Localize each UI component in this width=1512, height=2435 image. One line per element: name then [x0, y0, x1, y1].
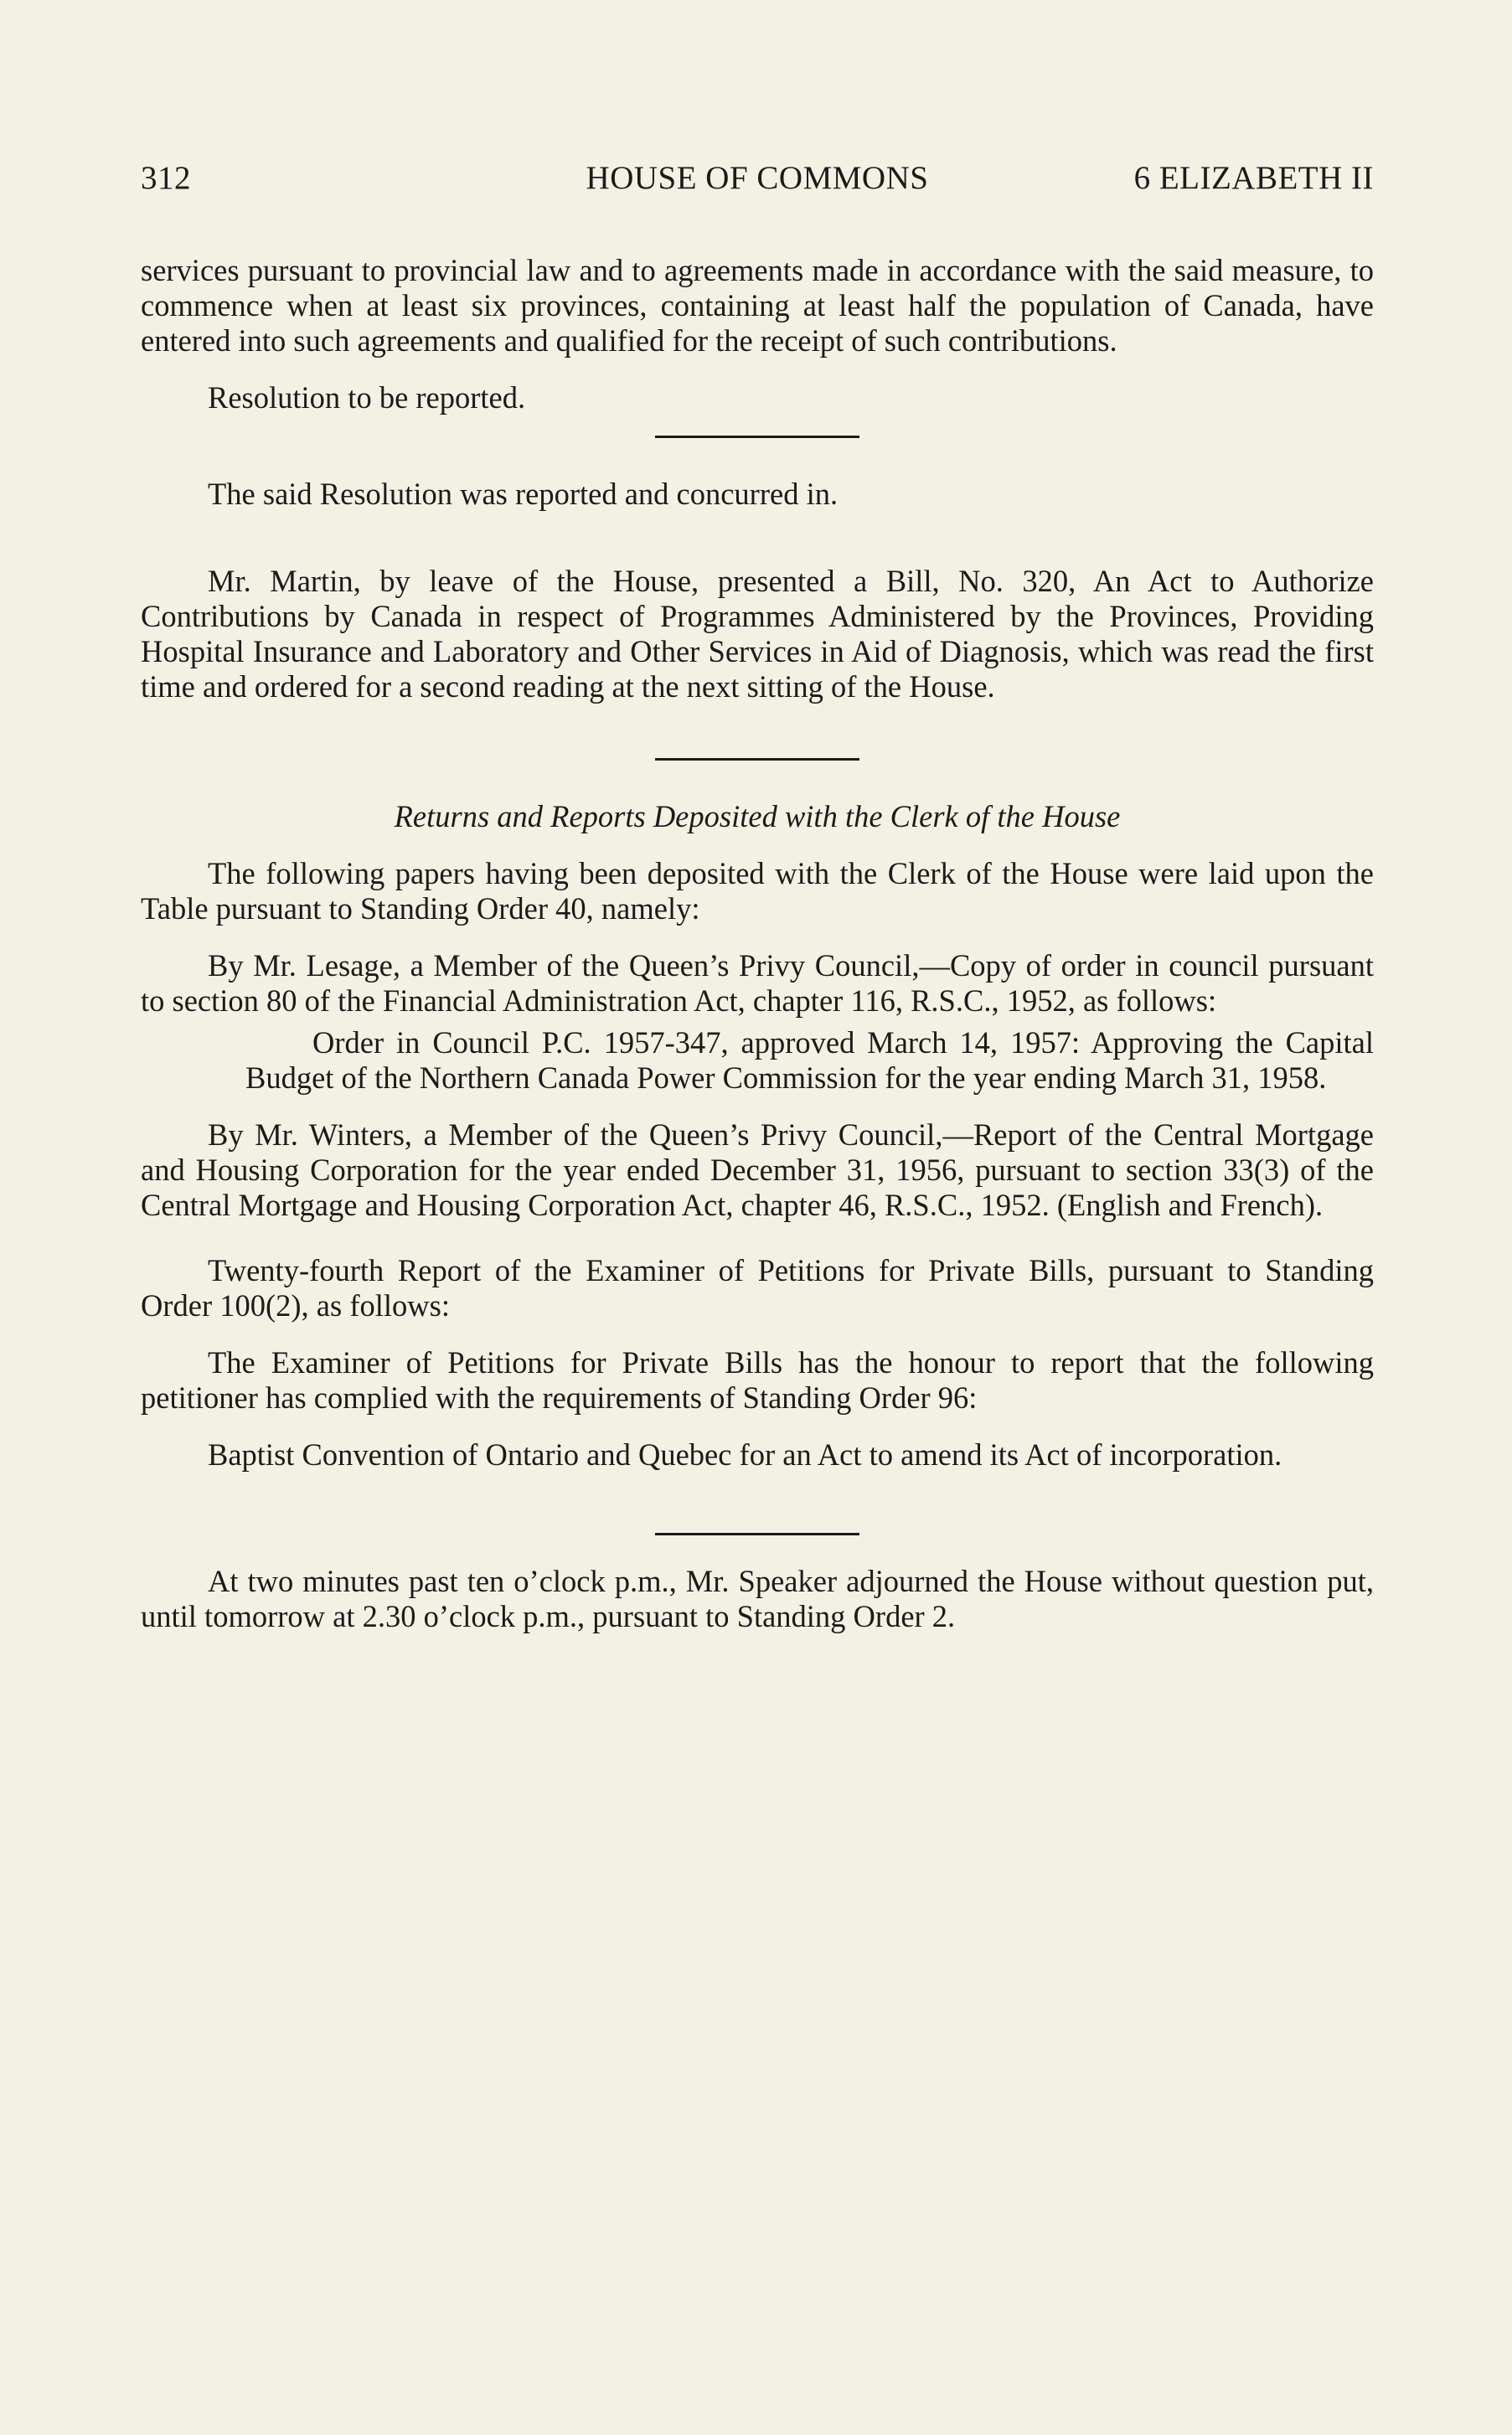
running-header — [141, 159, 1374, 206]
paragraph-papers-deposited: The following papers having been deposited with the Clerk of the House were laid upon the Table pursuant to Standing Order 40, namely: — [141, 856, 1374, 926]
paragraph-bill-presented: Mr. Martin, by leave of the House, presented a Bill, No. 320, An Act to Authorize Contributions by Canada in respect of Programmes Administered by the Provinces, Providing Hospital Insurance and Laboratory and Other Services in Aid of Diagnosis, which was read the first time and ordered for a second reading at the next sitting of the House. — [141, 564, 1374, 704]
document-body — [141, 253, 1374, 1634]
paragraph-continuation: services pursuant to provincial law and to agreements made in accordance with the said measure, to commence when at least six provinces, containing at least half the population of Canada, have entered into such agreements and qualified for the receipt of such contributions. — [141, 253, 1374, 358]
paragraph-baptist-convention: Baptist Convention of Ontario and Quebec for an Act to amend its Act of incorporation. — [208, 1437, 1282, 1472]
paragraph-order-in-council: Order in Council P.C. 1957-347, approved March 14, 1957: Approving the Capital Budget of the Northern Canada Power Commission for the year ending March 31, 1958. — [245, 1025, 1374, 1095]
paragraph-winters: By Mr. Winters, a Member of the Queen’s Privy Council,—Report of the Central Mortgage and Housing Corporation for the year ended December 31, 1956, pursuant to section 33(3) of the Central Mortgage and Housing Corporation Act, chapter 46, R.S.C., 1952. (English and French). — [141, 1117, 1374, 1222]
paragraph-resolution-reported: Resolution to be reported. — [208, 380, 526, 415]
paragraph-examiner-report: Twenty-fourth Report of the Examiner of Petitions for Private Bills, pursuant to Standing Order 100(2), as follows: — [141, 1253, 1374, 1323]
section-divider — [655, 436, 859, 438]
section-divider — [655, 758, 859, 761]
header-title: HOUSE OF COMMONS — [586, 160, 929, 196]
page-number: 312 — [141, 160, 191, 196]
paragraph-lesage: By Mr. Lesage, a Member of the Queen’s Privy Council,—Copy of order in council pursuant to section 80 of the Financial Administration Act, chapter 116, R.S.C., 1952, as follows: — [141, 948, 1374, 1018]
section-divider — [655, 1533, 859, 1535]
paragraph-adjournment: At two minutes past ten o’clock p.m., Mr. Speaker adjourned the House without question put, until tomorrow at 2.30 o’clock p.m., pursuant to Standing Order 2. — [141, 1564, 1374, 1633]
regnal-year: 6 ELIZABETH II — [1133, 160, 1374, 196]
document-page — [141, 159, 1374, 1634]
paragraph-concurred: The said Resolution was reported and concurred in. — [208, 477, 839, 511]
paragraph-examiner-honour: The Examiner of Petitions for Private Bills has the honour to report that the following petitioner has complied with the requirements of Standing Order 96: — [141, 1345, 1374, 1415]
section-heading: Returns and Reports Deposited with the Clerk of the House — [394, 799, 1121, 833]
